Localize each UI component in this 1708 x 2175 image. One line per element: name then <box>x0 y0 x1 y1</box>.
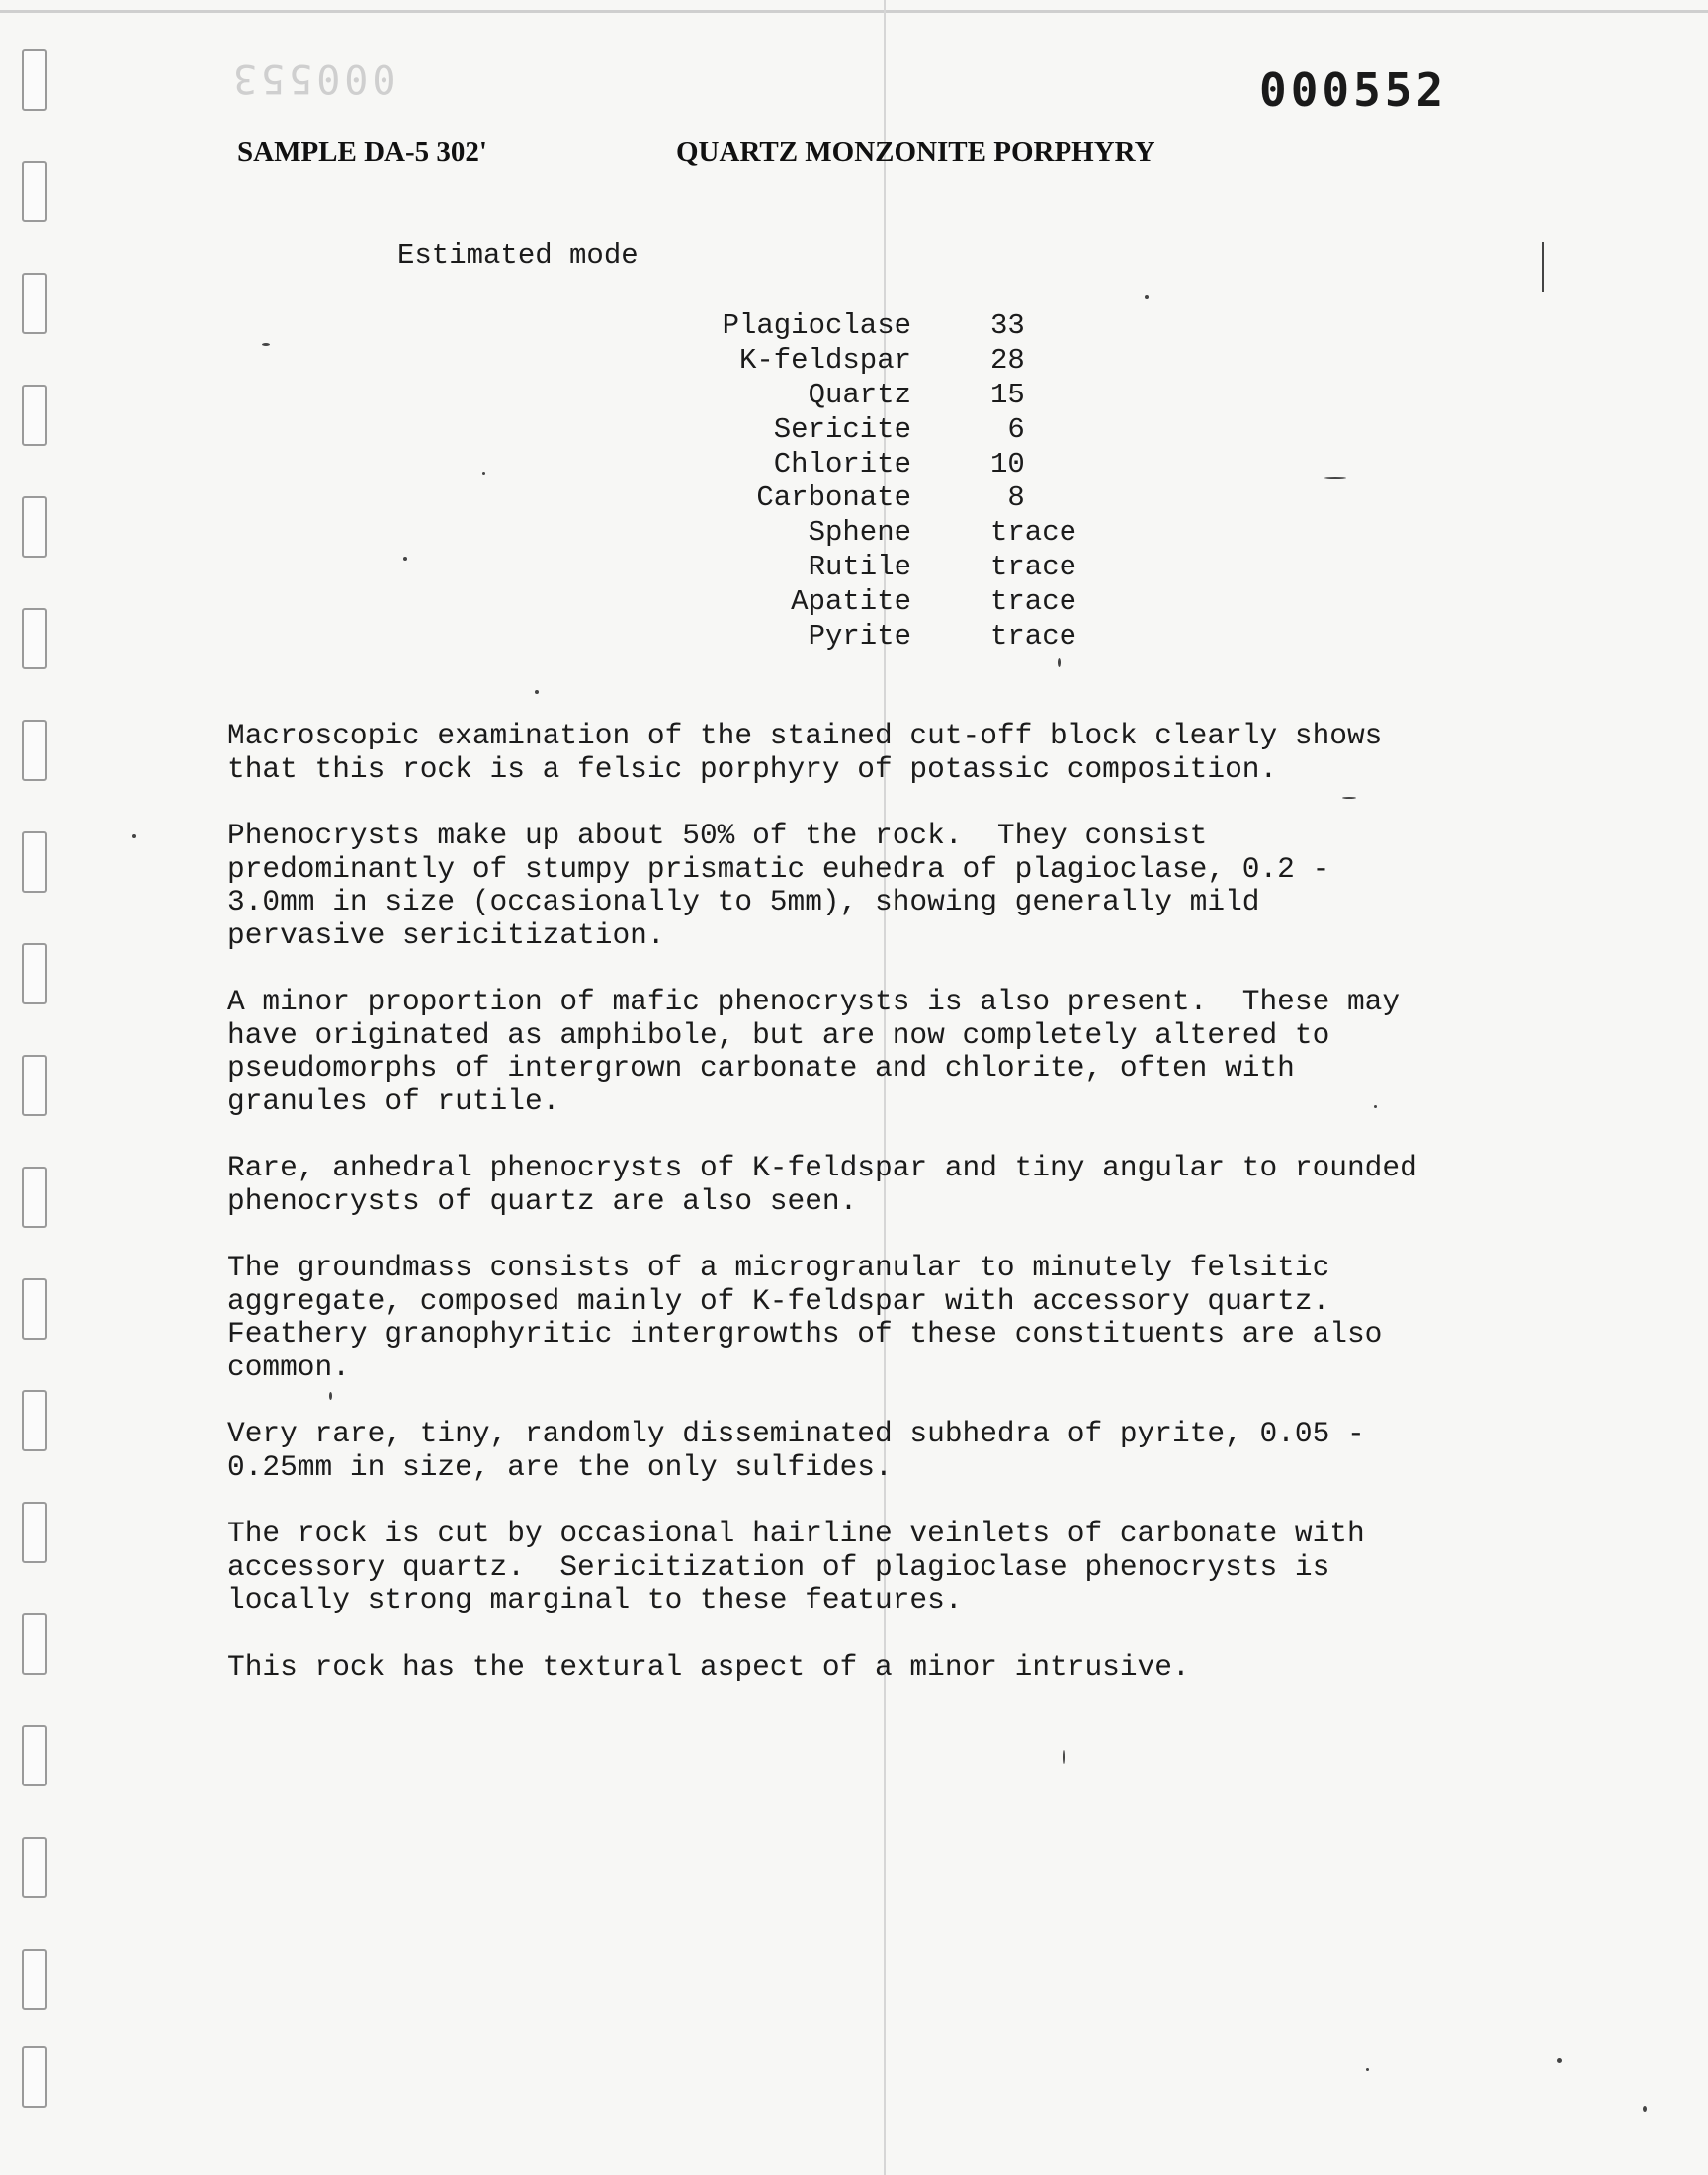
mineral-amount: 15 <box>990 378 1025 411</box>
paragraph-groundmass: The groundmass consists of a microgranular to minutely felsitic aggregate, composed mainly of K-feldspar with accessory quartz. Feathery granophyritic intergrowths of these constituents are also common. <box>227 1251 1383 1384</box>
paragraph-veinlets: The rock is cut by occasional hairline veinlets of carbonate with accessory quartz. Sericitization of plagioclase phenocrysts is locally strong marginal to these features. <box>227 1517 1365 1616</box>
scan-speck <box>1063 1750 1065 1764</box>
paragraph-phenocrysts: Phenocrysts make up about 50% of the rock. They consist predominantly of stumpy prismatic euhedra of plagioclase, 0.2 - 3.0mm in size (occasionally to 5mm), showing generally mild pervasive sericitization. <box>227 819 1330 952</box>
paragraph-sulfides: Very rare, tiny, randomly disseminated subhedra of pyrite, 0.05 - 0.25mm in size, are the only sulfides. <box>227 1417 1365 1484</box>
paragraph-k-feldspar: Rare, anhedral phenocrysts of K-feldspar and tiny angular to rounded phenocrysts of quartz are also seen. <box>227 1151 1417 1218</box>
estimated-mode-heading: Estimated mode <box>397 239 639 272</box>
mineral-amount: 8 <box>990 481 1025 515</box>
scan-speck <box>132 834 136 838</box>
mineral-amount: trace <box>990 585 1077 619</box>
mineral-name: Quartz <box>808 378 911 411</box>
mineral-amount: trace <box>990 620 1077 653</box>
mineral-name: K-feldspar <box>738 343 911 377</box>
scan-speck <box>1145 295 1149 299</box>
mode-row <box>593 344 1147 379</box>
mineral-name: Carbonate <box>756 481 911 515</box>
mineral-amount: trace <box>990 551 1077 584</box>
mineral-name: Chlorite <box>773 447 911 480</box>
mode-row <box>593 585 1147 620</box>
binder-hole <box>22 1278 47 1340</box>
mineral-amount: 33 <box>990 309 1025 342</box>
paragraph-conclusion: This rock has the textural aspect of a minor intrusive. <box>227 1649 1190 1684</box>
binder-hole <box>22 1167 47 1228</box>
binder-hole <box>22 1613 47 1675</box>
binder-hole <box>22 1055 47 1116</box>
scan-speck <box>1557 2058 1562 2063</box>
mode-row <box>593 551 1147 585</box>
scan-speck <box>262 343 270 346</box>
binder-hole <box>22 1725 47 1786</box>
scan-speck <box>1643 2106 1647 2112</box>
mode-row <box>593 620 1147 654</box>
binder-hole <box>22 608 47 669</box>
bleed-through-page-number: 000553 <box>229 55 396 101</box>
binder-holes <box>22 49 51 2106</box>
mode-row <box>593 516 1147 551</box>
scan-speck <box>535 690 539 694</box>
mineral-name: Rutile <box>808 551 911 584</box>
mineral-amount: 6 <box>990 412 1025 446</box>
mode-row <box>593 413 1147 448</box>
scan-edge-line <box>0 10 1708 13</box>
sample-id: SAMPLE DA-5 302' <box>237 136 487 168</box>
mineral-name: Sphene <box>808 516 911 550</box>
paragraph-mafic: A minor proportion of mafic phenocrysts is also present. These may have originated as amphibole, but are now completely altered to pseudomorphs of intergrown carbonate and chlorite, often with granules of rutile. <box>227 985 1401 1118</box>
binder-hole <box>22 1837 47 1898</box>
binder-hole <box>22 273 47 334</box>
scan-speck <box>1324 477 1346 478</box>
mineral-name: Apatite <box>791 585 911 619</box>
binder-hole <box>22 1502 47 1563</box>
scan-speck <box>1058 658 1061 667</box>
binder-hole <box>22 720 47 781</box>
scan-speck <box>1542 242 1544 292</box>
rock-type-title: QUARTZ MONZONITE PORPHYRY <box>676 136 1155 168</box>
mineral-amount: 28 <box>990 343 1025 377</box>
binder-hole <box>22 1390 47 1451</box>
binder-hole <box>22 385 47 446</box>
scan-speck <box>1342 797 1356 799</box>
binder-hole <box>22 161 47 222</box>
scan-speck <box>1374 1105 1377 1108</box>
mode-row <box>593 448 1147 482</box>
scan-speck <box>403 557 407 561</box>
binder-hole <box>22 2046 47 2108</box>
binder-hole <box>22 49 47 111</box>
scan-speck <box>1366 2068 1369 2071</box>
binder-hole <box>22 496 47 558</box>
mineral-name: Sericite <box>773 412 911 446</box>
mode-row <box>593 379 1147 413</box>
mineral-amount: trace <box>990 516 1077 550</box>
binder-hole <box>22 831 47 893</box>
binder-hole <box>22 1949 47 2010</box>
mineral-name: Pyrite <box>808 620 911 653</box>
mineral-amount: 10 <box>990 447 1025 480</box>
binder-hole <box>22 943 47 1004</box>
mode-row <box>593 481 1147 516</box>
scan-speck <box>482 472 485 475</box>
page-number-stamp: 000552 <box>1259 63 1448 117</box>
scan-speck <box>329 1392 332 1400</box>
description-body <box>227 720 1601 1717</box>
mode-table <box>593 309 1147 654</box>
mode-row <box>593 309 1147 344</box>
paragraph-macroscopic: Macroscopic examination of the stained cut-off block clearly shows that this rock is a felsic porphyry of potassic composition. <box>227 719 1383 786</box>
mineral-name: Plagioclase <box>722 309 911 342</box>
